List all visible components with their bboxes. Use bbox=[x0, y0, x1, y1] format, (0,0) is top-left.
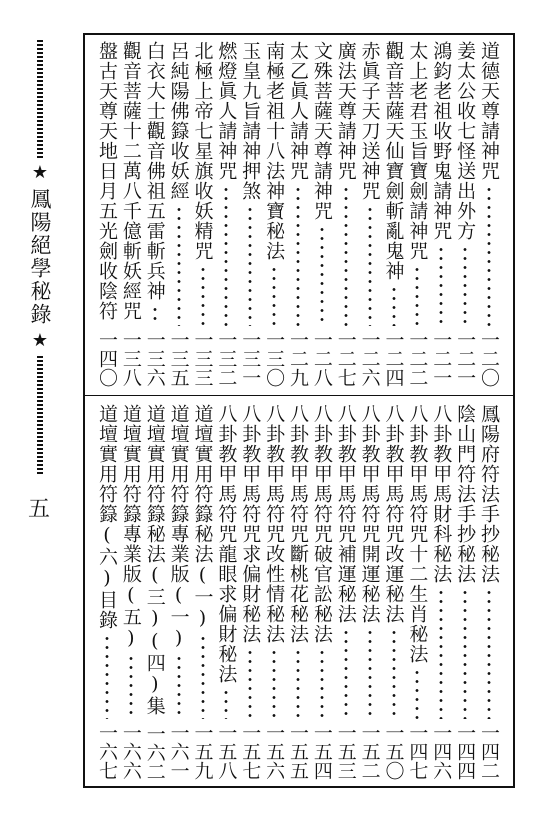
toc-entry-page: 一二一 bbox=[430, 330, 453, 387]
toc-entry-page: 一五五 bbox=[287, 723, 309, 780]
toc-entry bbox=[310, 404, 334, 780]
toc-entry-page: 一二二 bbox=[406, 330, 429, 387]
toc-entry-page: 一二六 bbox=[358, 330, 381, 387]
toc-dot-leader bbox=[320, 225, 324, 326]
toc-entry-title: 道壇實用符籙秘法(一) bbox=[191, 404, 214, 630]
toc-entry-title: 八卦教甲馬符咒求偏財秘法 bbox=[239, 404, 262, 644]
toc-entry bbox=[238, 41, 262, 387]
toc-dot-leader bbox=[439, 245, 443, 326]
toc-entry-title: 道壇實用符籙(六)目錄 bbox=[96, 404, 118, 630]
toc-entry-title: 北極上帝七星旗收妖精咒 bbox=[191, 41, 214, 261]
toc-entry-title: 太乙眞人請神咒 bbox=[287, 41, 309, 181]
toc-entry bbox=[238, 404, 262, 780]
toc-entry-title: 南極老祖十八法神寶秘法 bbox=[263, 41, 286, 261]
toc-entry bbox=[286, 41, 310, 387]
toc-entry-page: 一三八 bbox=[119, 330, 142, 387]
toc-entry bbox=[143, 41, 167, 387]
toc-entry bbox=[453, 41, 477, 387]
toc-dot-leader bbox=[153, 305, 157, 326]
toc-entry-title: 太上老君玉旨寶劍請神咒 bbox=[406, 41, 429, 261]
toc-dot-leader bbox=[344, 185, 348, 326]
toc-entry-page: 一六一 bbox=[167, 723, 190, 780]
toc-entry-title: 道壇實用符籙專業版(五) bbox=[119, 404, 142, 650]
toc-entry bbox=[477, 404, 501, 780]
toc-entry bbox=[382, 404, 406, 780]
toc-entry bbox=[191, 41, 215, 387]
toc-entry-page: 一五七 bbox=[239, 723, 262, 780]
toc-entry-page: 一二〇 bbox=[478, 330, 500, 387]
toc-dot-leader bbox=[177, 654, 181, 719]
toc-entry-title: 八卦教甲馬符咒斷桃花秘法 bbox=[287, 404, 309, 644]
toc-entry bbox=[310, 41, 334, 387]
toc-entry-page: 一二四 bbox=[382, 330, 405, 387]
chain-ornament-bottom bbox=[37, 356, 43, 474]
page-number: 五 bbox=[28, 497, 51, 522]
toc-entry-page: 一五四 bbox=[310, 723, 333, 780]
toc-entry bbox=[119, 404, 143, 780]
toc-entry-title: 道壇實用符籙專業版(一) bbox=[167, 404, 190, 650]
toc-entry-title: 八卦教甲馬符咒改性情秘法 bbox=[263, 404, 286, 644]
toc-entry-title: 赤眞子天刀送神咒 bbox=[358, 41, 381, 201]
toc-dot-leader bbox=[248, 205, 252, 326]
toc-entry-title: 觀音菩薩十二萬八千億斬妖經咒 bbox=[119, 41, 142, 321]
toc-entry bbox=[334, 404, 358, 780]
toc-entry bbox=[453, 404, 477, 780]
toc-dot-leader bbox=[320, 648, 324, 719]
toc-entry-page: 一六七 bbox=[96, 723, 118, 780]
toc-entry bbox=[334, 41, 358, 387]
toc-entry bbox=[382, 41, 406, 387]
toc-dot-leader bbox=[296, 648, 300, 719]
toc-dot-leader bbox=[201, 634, 205, 719]
toc-entry bbox=[119, 41, 143, 387]
toc-entry-page: 一五九 bbox=[191, 723, 214, 780]
toc-entry-title: 八卦教甲馬符咒補運秘法 bbox=[334, 404, 357, 624]
toc-entry-title: 道德天尊請神咒 bbox=[478, 41, 500, 181]
toc-dot-leader bbox=[129, 325, 133, 326]
toc-entry-page: 一四六 bbox=[430, 723, 453, 780]
toc-entry-title: 八卦教甲馬符咒龍眼求偏財秘法 bbox=[215, 404, 238, 684]
toc-dot-leader bbox=[392, 285, 396, 326]
toc-entry bbox=[214, 41, 238, 387]
toc-entry bbox=[429, 41, 453, 387]
toc-dot-leader bbox=[272, 648, 276, 719]
chain-ornament-top bbox=[37, 40, 43, 158]
toc-entry-page: 一三〇 bbox=[263, 330, 286, 387]
toc-entry-page: 一三二 bbox=[215, 330, 238, 387]
toc-entry bbox=[358, 41, 382, 387]
toc-entry-page: 一四四 bbox=[454, 723, 477, 780]
toc-entry bbox=[167, 404, 191, 780]
book-sidebar bbox=[20, 40, 60, 480]
toc-entry-title: 八卦教甲馬財科秘法 bbox=[430, 404, 453, 584]
toc-dot-leader bbox=[272, 265, 276, 326]
toc-entry-page: 一五〇 bbox=[382, 723, 405, 780]
toc-entry bbox=[262, 404, 286, 780]
toc-entry-title: 陰山門符法手抄秘法 bbox=[454, 404, 477, 584]
toc-dot-leader bbox=[224, 688, 228, 719]
toc-entry-page: 一四〇 bbox=[96, 330, 118, 387]
toc-entry-page: 一三六 bbox=[143, 330, 166, 387]
toc-section-top bbox=[83, 33, 515, 395]
toc-entry-title: 呂純陽佛籙收妖經 bbox=[167, 41, 190, 201]
toc-entry-page: 一六二 bbox=[143, 724, 166, 781]
toc-entry-title: 盤古天尊天地日月五光劍收陰符 bbox=[96, 41, 118, 321]
toc-entry-page: 一六六 bbox=[119, 723, 142, 780]
toc-entry-page: 一三一 bbox=[239, 330, 262, 387]
toc-entry-title: 姜太公收七怪送出外方 bbox=[454, 41, 477, 241]
toc-dot-leader bbox=[368, 628, 372, 719]
toc-entry-page: 一二七 bbox=[334, 330, 357, 387]
toc-entry-page: 一二八 bbox=[310, 330, 333, 387]
toc-entry-page: 一三五 bbox=[167, 330, 190, 387]
toc-entry-title: 八卦教甲馬符咒改運秘法 bbox=[382, 404, 405, 624]
toc-section-bottom bbox=[83, 396, 515, 788]
toc-entry bbox=[405, 404, 429, 780]
toc-entry-title: 八卦教甲馬符咒破官訟秘法 bbox=[310, 404, 333, 644]
star-icon: ★ bbox=[31, 330, 49, 351]
toc-entry-page: 一五六 bbox=[263, 723, 286, 780]
toc-entry-title: 廣法天尊請神咒 bbox=[334, 41, 357, 181]
toc-entry bbox=[191, 404, 215, 780]
toc-entry-title: 燃燈眞人請神咒 bbox=[215, 41, 238, 181]
toc-entry bbox=[95, 404, 119, 780]
toc-dot-leader bbox=[129, 654, 133, 719]
toc-dot-leader bbox=[296, 185, 300, 326]
toc-dot-leader bbox=[344, 628, 348, 719]
toc-entry-title: 玉皇九旨請神押煞 bbox=[239, 41, 262, 201]
toc-dot-leader bbox=[487, 185, 491, 326]
toc-entry-title: 鴻鈞老祖收野鬼請神咒 bbox=[430, 41, 453, 241]
toc-entry-page: 一四二 bbox=[478, 723, 500, 780]
toc-entry-title: 八卦教甲馬符咒開運秘法 bbox=[358, 404, 381, 624]
toc-dot-leader bbox=[463, 588, 467, 719]
toc-entry-title: 八卦教甲馬符咒十二生肖秘法 bbox=[406, 404, 429, 664]
toc-dot-leader bbox=[415, 668, 419, 719]
toc-entry-title: 觀音菩薩天仙寶劍斬亂鬼神 bbox=[382, 41, 405, 281]
toc-entry bbox=[262, 41, 286, 387]
toc-dot-leader bbox=[177, 205, 181, 326]
toc-entry bbox=[429, 404, 453, 780]
toc-dot-leader bbox=[224, 185, 228, 326]
toc-dot-leader bbox=[368, 205, 372, 326]
toc-entry bbox=[95, 41, 119, 387]
toc-entry bbox=[358, 404, 382, 780]
toc-dot-leader bbox=[248, 648, 252, 719]
toc-entry-page: 一五三 bbox=[334, 723, 357, 780]
toc-dot-leader bbox=[201, 265, 205, 326]
toc-dot-leader bbox=[392, 628, 396, 719]
toc-entry-title: 文殊菩薩天尊請神咒 bbox=[310, 41, 333, 221]
star-icon: ★ bbox=[31, 162, 49, 183]
toc-entry bbox=[143, 404, 167, 780]
toc-entry bbox=[214, 404, 238, 780]
toc-entry bbox=[405, 41, 429, 387]
toc-entry-page: 一二九 bbox=[287, 330, 309, 387]
toc-entry bbox=[477, 41, 501, 387]
toc-entry-page: 一四七 bbox=[406, 723, 429, 780]
toc-dot-leader bbox=[463, 245, 467, 326]
toc-entry-page: 一五二 bbox=[358, 723, 381, 780]
toc-entry-title: 白衣大士觀音佛祖五雷斬兵神 bbox=[143, 41, 166, 301]
toc-entry-page: 一五八 bbox=[215, 723, 238, 780]
toc-entry-title: 道壇實用符籙秘法(三)(四)集 bbox=[143, 404, 166, 716]
toc-dot-leader bbox=[105, 325, 109, 326]
toc-entry-page: 一二一 bbox=[454, 330, 477, 387]
toc-dot-leader bbox=[415, 265, 419, 326]
toc-dot-leader bbox=[487, 588, 491, 719]
toc-entry bbox=[286, 404, 310, 780]
toc-dot-leader bbox=[439, 588, 443, 719]
toc-entry-page: 一三三 bbox=[191, 330, 214, 387]
toc-entry-title: 鳳陽府符法手抄秘法 bbox=[478, 404, 500, 584]
toc-dot-leader bbox=[105, 634, 109, 719]
book-title: 鳳陽絕學秘錄 bbox=[28, 188, 52, 326]
toc-entry bbox=[167, 41, 191, 387]
